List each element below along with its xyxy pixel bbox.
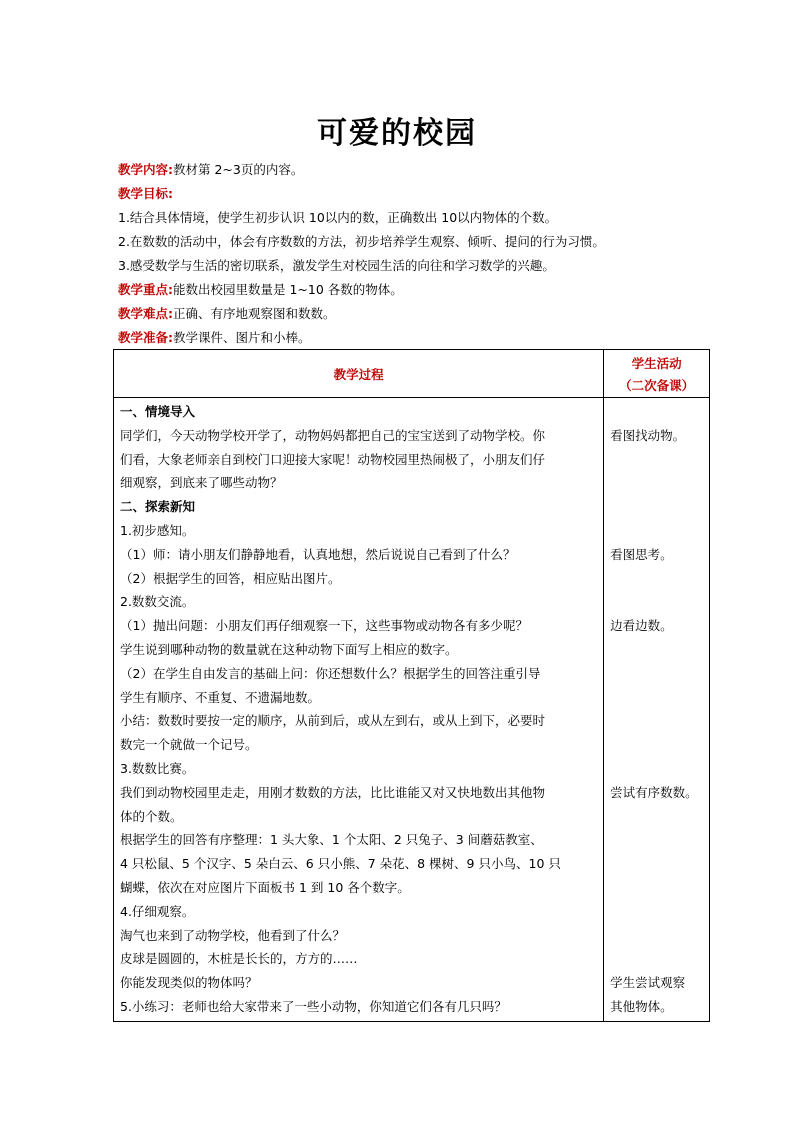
process-line: （1）师：请小朋友们静静地看，认真地想，然后说说自己看到了什么？ [120,546,516,562]
meta-label: 教学目标: [118,186,173,201]
meta-line [118,302,718,326]
process-line: 一、情境导入 [120,404,196,419]
meta-text: 教学课件、图片和小棒。 [173,330,311,345]
process-line: 你能发现类似的物体吗？ [120,975,258,991]
meta-line [118,158,718,182]
student-activity: 看图思考。 [610,546,673,562]
process-line: 3.数数比赛。 [120,760,195,776]
process-line: 二、探索新知 [120,499,196,515]
process-line: 们看，大象老师亲自到校门口迎接大家呢！动物校园里热闹极了，小朋友们仔 [120,451,546,467]
process-line: 学生有顺序、不重复、不遗漏地数。 [120,689,321,705]
process-line: 我们到动物校园里走走，用刚才数数的方法，比比谁能又对又快地数出其他物 [120,784,546,800]
process-line: 淘气也来到了动物学校，他看到了什么？ [120,927,346,943]
meta-line [118,254,718,278]
meta-line [118,326,718,350]
meta-line [118,182,718,206]
activity-content [604,398,710,1022]
process-line: （1）抛出问题：小朋友们再仔细观察一下，这些事物或动物各有多少呢？ [120,618,528,634]
meta-label: 教学重点: [118,282,173,297]
process-content [114,398,604,1022]
process-line: 皮球是圆圆的，木桩是长长的，方方的…… [120,951,358,967]
meta-line [118,278,718,302]
meta-text: 1.结合具体情境，使学生初步认识 10以内的数，正确数出 10以内物体的个数。 [118,210,558,225]
student-activity: 尝试有序数数。 [610,784,698,800]
process-line: 同学们，今天动物学校开学了，动物妈妈都把自己的宝宝送到了动物学校。你 [120,427,546,443]
activity-header-label: 学生活动 [631,355,682,371]
meta-label: 教学难点: [118,306,173,321]
activity-header [604,350,710,398]
process-line: （2）在学生自由发言的基础上问：你还想数什么？根据学生的回答注重引导 [120,665,541,681]
process-line: 4.仔细观察。 [120,903,195,919]
lesson-meta [118,158,718,350]
process-line: 1.初步感知。 [120,522,195,538]
process-line: 学生说到哪种动物的数量就在这种动物下面写上相应的数字。 [120,641,458,657]
meta-text: 2.在数数的活动中，体会有序数数的方法，初步培养学生观察、倾听、提问的行为习惯。 [118,234,605,249]
student-activity: 边看边数。 [610,618,673,634]
process-line: 2.数数交流。 [120,594,195,610]
meta-text: 教材第 2~3页的内容。 [173,162,304,177]
meta-text: 能数出校园里数量是 1~10 各数的物体。 [173,282,403,297]
process-header [114,350,604,398]
lesson-plan-table [113,349,710,1022]
student-activity: 其他物体。 [610,999,673,1014]
process-line: 4 只松鼠、5 个汉字、5 朵白云、6 只小熊、7 朵花、8 棵树、9 只小鸟、10 只 [120,856,561,872]
meta-line [118,230,718,254]
student-activity: 看图找动物。 [610,427,686,443]
student-activity: 学生尝试观察 [610,975,686,991]
process-line: 小结：数数时要按一定的顺序，从前到后，或从左到右，或从上到下，必要时 [120,713,546,729]
process-line: 5.小练习：老师也给大家带来了一些小动物，你知道它们各有几只吗？ [120,998,507,1014]
process-line: 体的个数。 [120,808,183,824]
page-title: 可爱的校园 [317,116,477,151]
process-header-label: 教学过程 [333,366,384,382]
meta-text: 正确、有序地观察图和数数。 [173,306,336,321]
process-line: 蝴蝶，依次在对应图片下面板书 1 到 10 各个数字。 [120,879,410,895]
process-line: 根据学生的回答有序整理：1 头大象、1 个太阳、2 只兔子、3 间蘑菇教室、 [120,832,543,848]
meta-label: 教学内容: [118,162,173,177]
meta-text: 3.感受数学与生活的密切联系，激发学生对校园生活的向往和学习数学的兴趣。 [118,258,555,273]
meta-label: 教学准备: [118,330,173,345]
activity-header-sublabel: （二次备课） [619,377,695,393]
meta-line [118,206,718,230]
process-line: 数完一个就做一个记号。 [120,737,258,753]
process-line: 细观察，到底来了哪些动物？ [120,475,283,491]
process-line: （2）根据学生的回答，相应贴出图片。 [120,570,341,586]
